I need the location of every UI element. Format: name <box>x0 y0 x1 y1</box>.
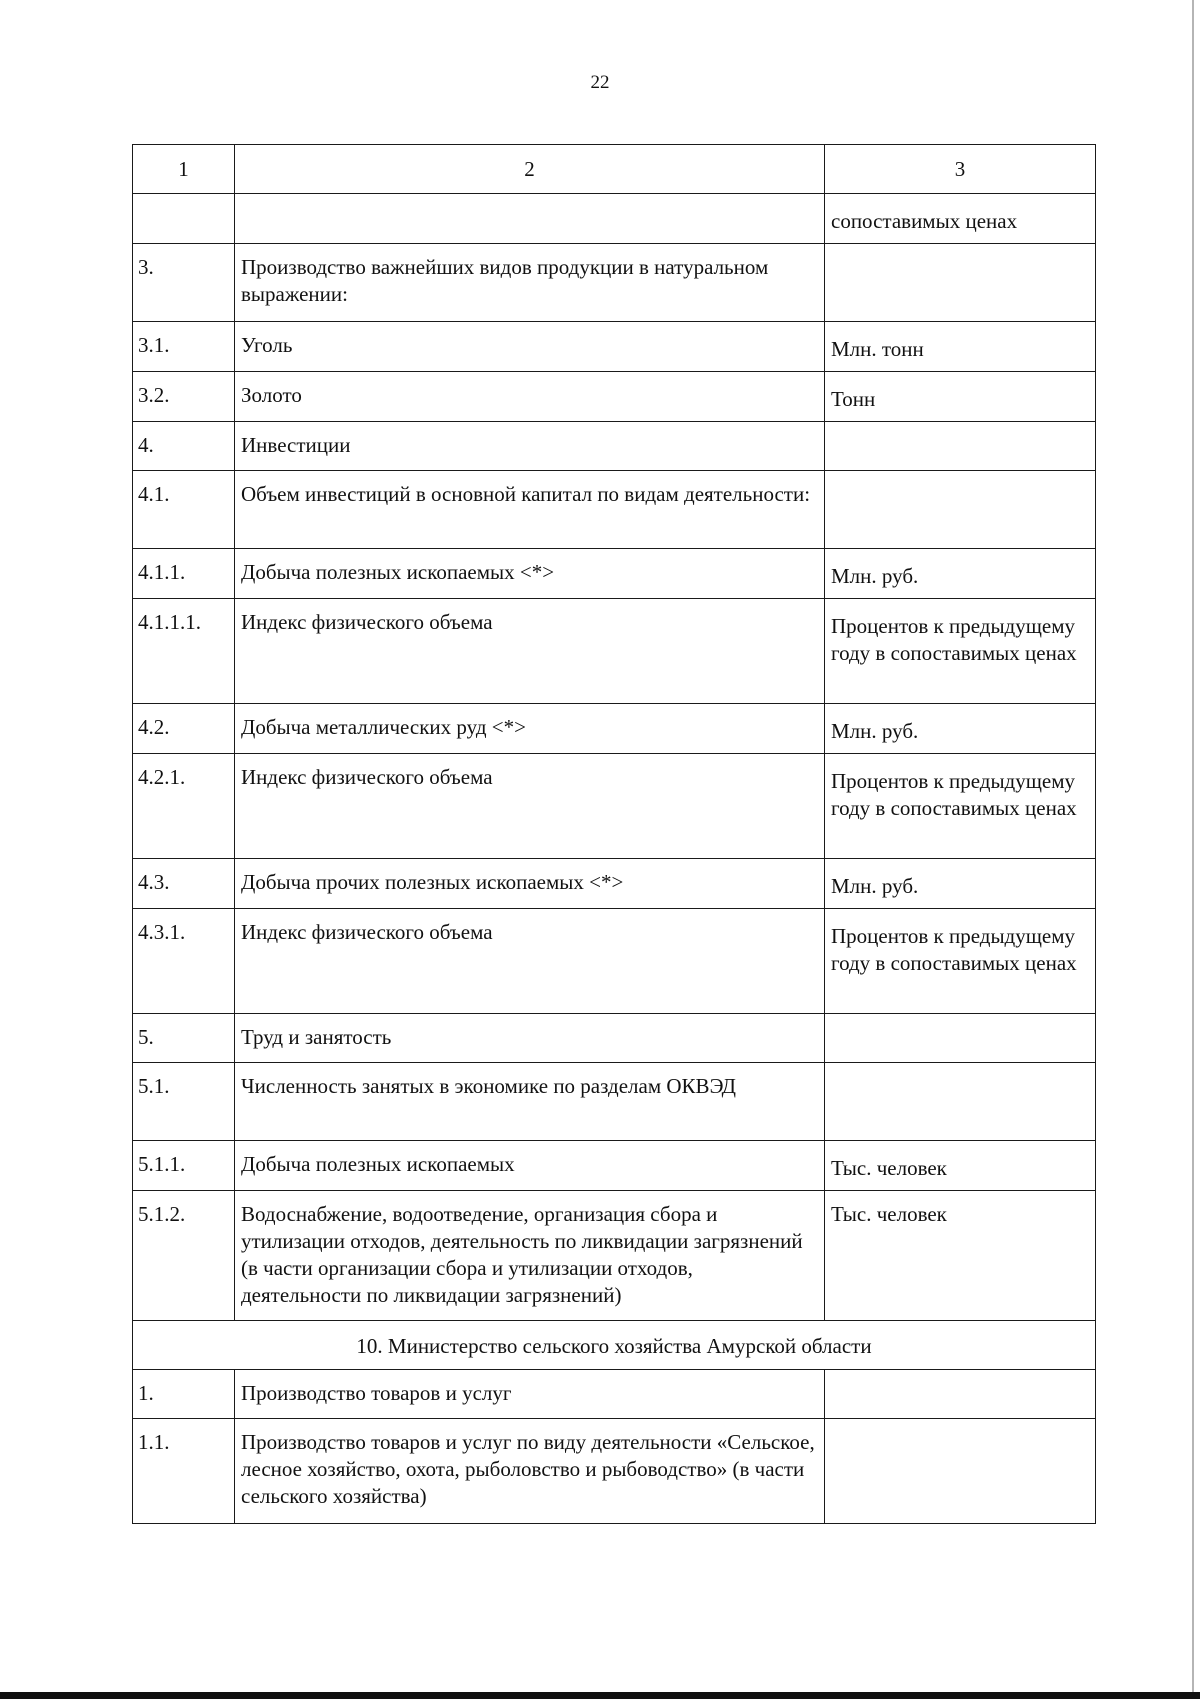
header-col-2: 2 <box>235 145 825 194</box>
table-row <box>133 1191 1096 1321</box>
table-row <box>133 754 1096 859</box>
row-indicator: Производство товаров и услуг по виду деятельности «Сельское, лесное хозяйство, охота, рыболовство и рыбоводство» (в части сельского хозяйства) <box>235 1419 825 1524</box>
row-number: 1.1. <box>133 1419 235 1524</box>
header-col-3: 3 <box>825 145 1096 194</box>
table-row <box>133 322 1096 372</box>
row-indicator: Индекс физического объема <box>235 754 825 859</box>
table-row <box>133 471 1096 549</box>
scan-right-edge <box>1192 0 1194 1699</box>
row-unit <box>825 1370 1096 1419</box>
table-row <box>133 372 1096 422</box>
section-title: 10. Министерство сельского хозяйства Амурской области <box>133 1321 1096 1370</box>
row-unit: Тыс. человек <box>825 1191 1096 1321</box>
row-unit <box>825 471 1096 549</box>
row-unit: Млн. руб. <box>825 704 1096 754</box>
row-number <box>133 194 235 244</box>
table-row <box>133 909 1096 1014</box>
row-indicator: Индекс физического объема <box>235 909 825 1014</box>
row-number: 5. <box>133 1014 235 1063</box>
row-indicator: Производство товаров и услуг <box>235 1370 825 1419</box>
row-unit <box>825 1063 1096 1141</box>
row-number: 5.1.2. <box>133 1191 235 1321</box>
row-unit: Млн. руб. <box>825 549 1096 599</box>
row-number: 4. <box>133 422 235 471</box>
row-unit: Процентов к предыдущему году в сопоставимых ценах <box>825 909 1096 1014</box>
row-indicator: Труд и занятость <box>235 1014 825 1063</box>
row-unit <box>825 1419 1096 1524</box>
table-row <box>133 1370 1096 1419</box>
row-indicator: Индекс физического объема <box>235 599 825 704</box>
header-col-1: 1 <box>133 145 235 194</box>
row-unit: Млн. руб. <box>825 859 1096 909</box>
row-indicator: Инвестиции <box>235 422 825 471</box>
row-unit <box>825 244 1096 322</box>
row-unit <box>825 1014 1096 1063</box>
row-number: 4.1.1.1. <box>133 599 235 704</box>
section-heading-row <box>133 1321 1096 1370</box>
row-unit: Млн. тонн <box>825 322 1096 372</box>
row-number: 4.3. <box>133 859 235 909</box>
row-number: 4.2. <box>133 704 235 754</box>
row-number: 4.3.1. <box>133 909 235 1014</box>
scan-bottom-edge <box>0 1692 1200 1699</box>
row-number: 3. <box>133 244 235 322</box>
row-number: 3.1. <box>133 322 235 372</box>
row-number: 1. <box>133 1370 235 1419</box>
table-row <box>133 244 1096 322</box>
row-indicator: Водоснабжение, водоотведение, организация сбора и утилизации отходов, деятельность по ликвидации загрязнений (в части организации сбора и утилизации отходов, деятельности по ликвидации загрязнений) <box>235 1191 825 1321</box>
page-number: 22 <box>590 72 610 93</box>
row-indicator <box>235 194 825 244</box>
table-row <box>133 1014 1096 1063</box>
row-number: 3.2. <box>133 372 235 422</box>
row-unit: Процентов к предыдущему году в сопоставимых ценах <box>825 599 1096 704</box>
table-header-row <box>133 145 1096 194</box>
row-number: 4.1. <box>133 471 235 549</box>
row-unit <box>825 422 1096 471</box>
indicators-table <box>132 144 1096 1524</box>
row-number: 4.2.1. <box>133 754 235 859</box>
table-row <box>133 1063 1096 1141</box>
table-row <box>133 859 1096 909</box>
table-row <box>133 1141 1096 1191</box>
row-number: 5.1.1. <box>133 1141 235 1191</box>
row-indicator: Добыча прочих полезных ископаемых <*> <box>235 859 825 909</box>
row-unit: Тыс. человек <box>825 1141 1096 1191</box>
table-row <box>133 1419 1096 1524</box>
table-row <box>133 194 1096 244</box>
table-row <box>133 704 1096 754</box>
table-row <box>133 549 1096 599</box>
row-indicator: Добыча металлических руд <*> <box>235 704 825 754</box>
row-unit: Тонн <box>825 372 1096 422</box>
row-indicator: Уголь <box>235 322 825 372</box>
row-indicator: Добыча полезных ископаемых <box>235 1141 825 1191</box>
row-unit: сопоставимых ценах <box>825 194 1096 244</box>
row-unit: Процентов к предыдущему году в сопоставимых ценах <box>825 754 1096 859</box>
row-indicator: Численность занятых в экономике по разделам ОКВЭД <box>235 1063 825 1141</box>
row-number: 5.1. <box>133 1063 235 1141</box>
row-indicator: Производство важнейших видов продукции в натуральном выражении: <box>235 244 825 322</box>
table-row <box>133 599 1096 704</box>
table-row <box>133 422 1096 471</box>
row-indicator: Объем инвестиций в основной капитал по видам деятельности: <box>235 471 825 549</box>
row-indicator: Добыча полезных ископаемых <*> <box>235 549 825 599</box>
row-number: 4.1.1. <box>133 549 235 599</box>
row-indicator: Золото <box>235 372 825 422</box>
